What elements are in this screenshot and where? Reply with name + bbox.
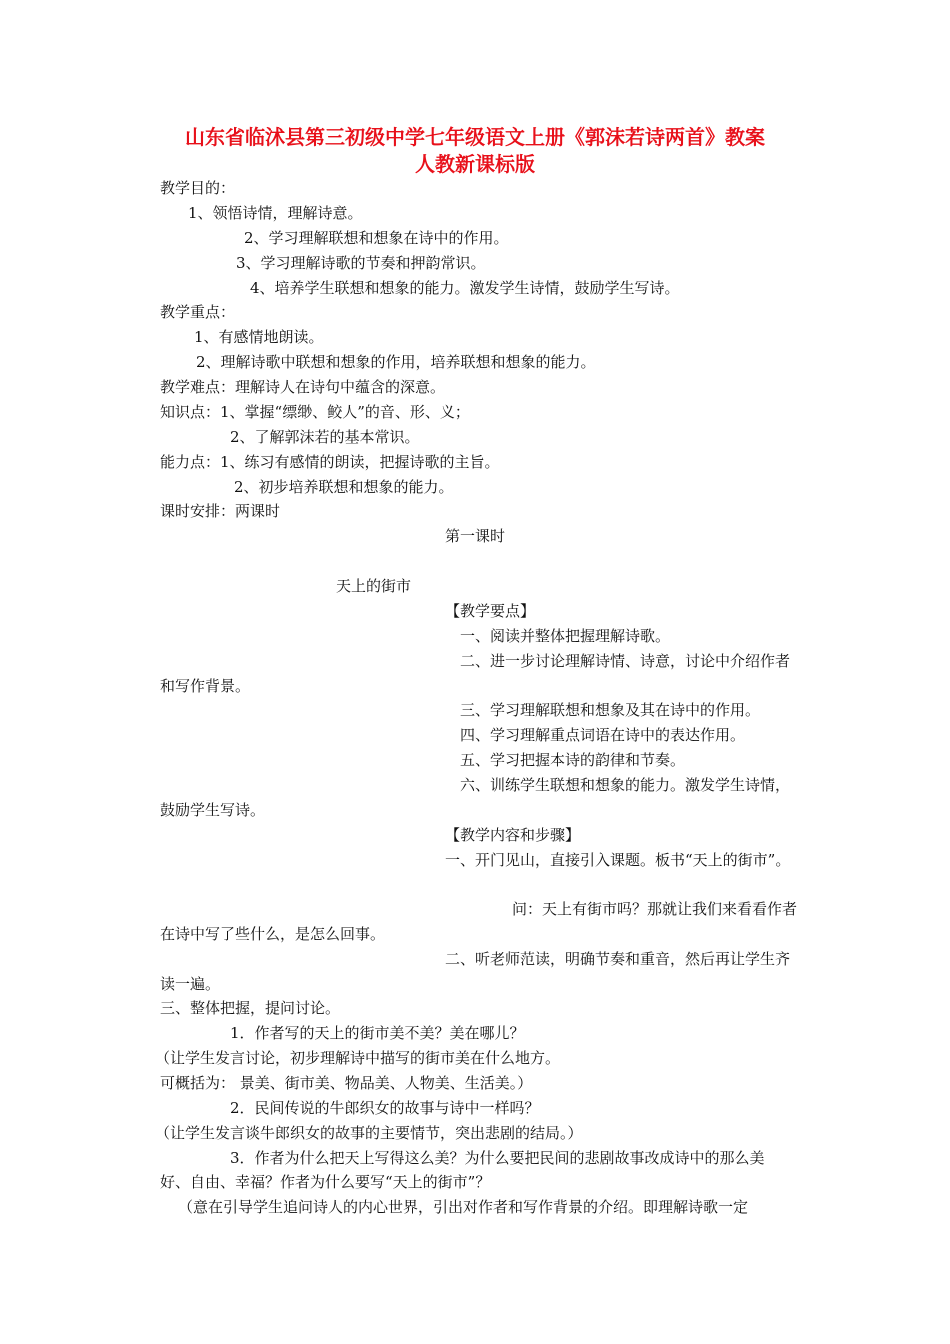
teaching-point-2: 二、进一步讨论理解诗情、诗意，讨论中介绍作者: [460, 652, 791, 670]
step-1-question-cont: 在诗中写了些什么，是怎么回事。: [160, 925, 386, 943]
ability-point-1: 能力点：1、练习有感情的朗读，把握诗歌的主旨。: [160, 453, 500, 471]
heading-teaching-goals: 教学目的：: [160, 179, 236, 197]
schedule: 课时安排：两课时: [160, 502, 281, 520]
teaching-point-6-cont: 鼓励学生写诗。: [160, 801, 266, 819]
goal-item-1: 1、领悟诗情，理解诗意。: [188, 204, 363, 222]
question-2: 2．民间传说的牛郎织女的故事与诗中一样吗？: [230, 1099, 540, 1117]
step-1-question: 问：天上有街市吗？那就让我们来看看作者: [512, 900, 798, 918]
knowledge-point-2: 2、了解郭沫若的基本常识。: [230, 428, 420, 446]
teaching-point-5: 五、学习把握本诗的韵律和节奏。: [460, 751, 686, 769]
question-1-note: （让学生发言讨论，初步理解诗中描写的街市美在什么地方。: [155, 1049, 561, 1067]
section-teaching-key-points: 【教学要点】: [445, 602, 536, 620]
step-2: 二、听老师范读，明确节奏和重音，然后再让学生齐: [445, 950, 791, 968]
question-1: 1．作者写的天上的街市美不美？美在哪儿？: [230, 1024, 525, 1042]
difficult-point: 教学难点：理解诗人在诗句中蕴含的深意。: [160, 378, 446, 396]
teaching-point-6: 六、训练学生联想和想象的能力。激发学生诗情，: [460, 776, 791, 794]
teaching-point-3: 三、学习理解联想和想象及其在诗中的作用。: [460, 701, 761, 719]
goal-item-3: 3、学习理解诗歌的节奏和押韵常识。: [236, 254, 486, 272]
teaching-point-4: 四、学习理解重点词语在诗中的表达作用。: [460, 726, 746, 744]
step-2-cont: 读一遍。: [160, 975, 221, 993]
question-3-note: （意在引导学生追问诗人的内心世界，引出对作者和写作背景的介绍。即理解诗歌一定: [178, 1198, 749, 1216]
ability-point-2: 2、初步培养联想和想象的能力。: [234, 478, 454, 496]
question-3: 3．作者为什么把天上写得这么美？为什么要把民间的悲剧故事改成诗中的那么美: [230, 1149, 765, 1167]
lesson-heading: 第一课时: [444, 527, 505, 545]
goal-item-4: 4、培养学生联想和想象的能力。激发学生诗情，鼓励学生写诗。: [250, 279, 680, 297]
question-2-note: （让学生发言谈牛郎织女的故事的主要情节，突出悲剧的结局。）: [155, 1124, 583, 1142]
question-3-cont: 好、自由、幸福？作者为什么要写“天上的街市”？: [160, 1173, 491, 1191]
key-point-1: 1、有感情地朗读。: [194, 328, 324, 346]
goal-item-2: 2、学习理解联想和想象在诗中的作用。: [244, 229, 509, 247]
key-point-2: 2、理解诗歌中联想和想象的作用，培养联想和想象的能力。: [196, 353, 596, 371]
poem-title: 天上的街市: [336, 577, 412, 595]
step-3: 三、整体把握，提问讨论。: [160, 999, 341, 1017]
section-content-steps: 【教学内容和步骤】: [445, 826, 581, 844]
question-1-summary: 可概括为： 景美、街市美、物品美、人物美、生活美。）: [160, 1074, 533, 1092]
document-title-line-1: 山东省临沭县第三初级中学七年级语文上册《郭沫若诗两首》教案: [185, 125, 765, 149]
heading-key-points: 教学重点：: [160, 303, 236, 321]
teaching-point-2-cont: 和写作背景。: [160, 677, 251, 695]
document-title-line-2: 人教新课标版: [415, 152, 535, 176]
teaching-point-1: 一、阅读并整体把握理解诗歌。: [460, 627, 671, 645]
step-1: 一、开门见山，直接引入课题。板书“天上的街市”。: [445, 851, 791, 869]
knowledge-point-1: 知识点：1、掌握“缥缈、鲛人”的音、形、义；: [160, 403, 470, 421]
